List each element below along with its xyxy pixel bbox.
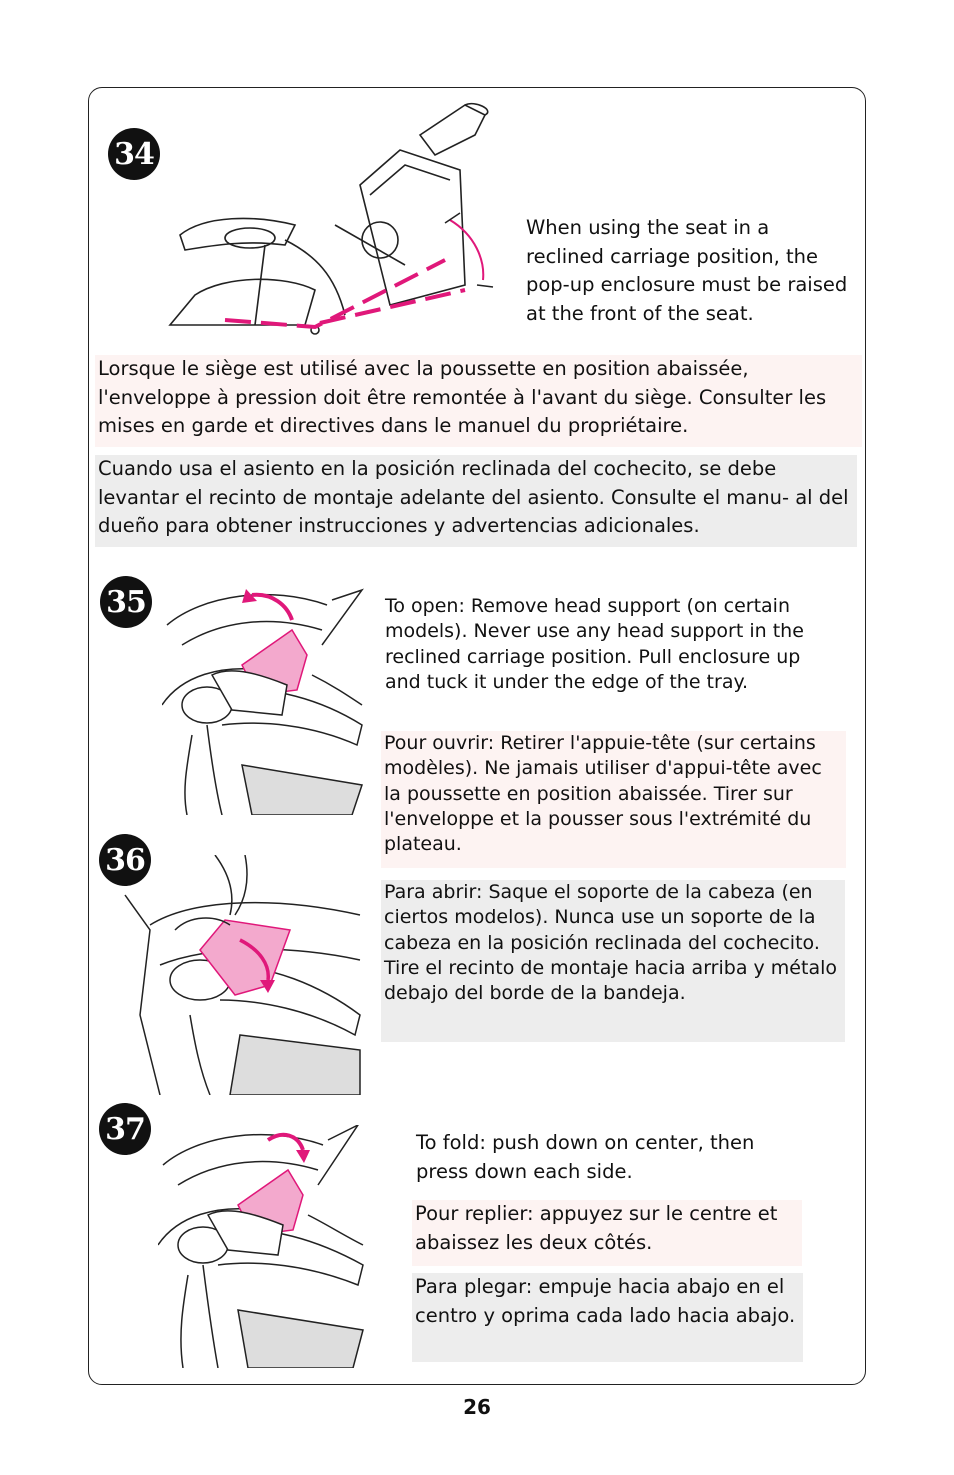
step-37-spanish: Para plegar: empuje hacia abajo en el centro y oprima cada lado hacia abajo. (412, 1273, 803, 1362)
step-37-english: To fold: push down on center, then press down each side. (416, 1131, 755, 1183)
step-35-english: To open: Remove head support (on certain models). Never use any head support in the reclined carriage position. Pull enclosure up and tuck it under the edge of the tray. (385, 595, 804, 693)
step-37-number: 37 (105, 1111, 145, 1147)
step-37-french: Pour replier: appuyez sur le centre et abaissez les deux côtés. (412, 1200, 802, 1266)
page-number: 26 (463, 1395, 491, 1419)
step-34-english: When using the seat in a reclined carriage position, the pop-up enclosure must be raised at the front of the seat. (526, 216, 848, 325)
step-34-spanish: Cuando usa el asiento en la posición reclinada del cochecito, se debe levantar el recinto de montaje adelante del asiento. Consulte el manu- al del dueño para obtener instrucciones y advertencias adicionales. (95, 455, 857, 547)
step-35-number: 35 (106, 584, 146, 620)
step-35-french: Pour ouvrir: Retirer l'appuie-tête (sur certains modèles). Ne jamais utiliser d'appui-tête avec la poussette en position abaissée. Tirer sur l'enveloppe et la pousser sous l'extrémité du plateau. (381, 731, 846, 868)
step-34-illustration (165, 95, 505, 335)
step-35-badge (100, 576, 152, 628)
step-37-illustration (158, 1125, 365, 1368)
step-37-badge (99, 1103, 151, 1155)
step-35-illustration (162, 585, 367, 815)
step-36-number: 36 (105, 842, 145, 878)
step-34-number: 34 (114, 136, 154, 172)
step-36-illustration (120, 855, 365, 1095)
step-34-badge (108, 128, 160, 180)
step-34-french: Lorsque le siège est utilisé avec la poussette en position abaissée, l'enveloppe à pression doit être remontée à l'avant du siège. Consulter les mises en garde et directives dans le manuel du propriétaire. (95, 355, 862, 447)
step-35-spanish: Para abrir: Saque el soporte de la cabeza (en ciertos modelos). Nunca use un soporte de la cabeza en la posición reclinada del cochecito. Tire el recinto de montaje hacia arriba y métalo debajo del borde de la bandeja. (381, 880, 845, 1042)
